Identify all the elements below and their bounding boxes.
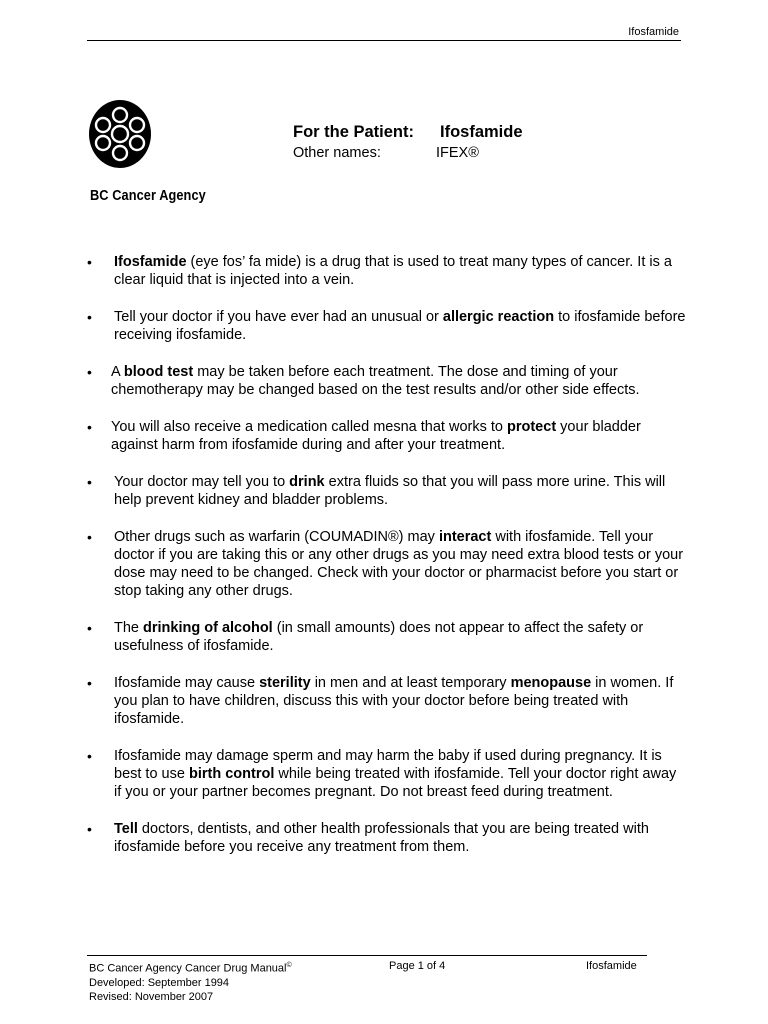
header-rule (87, 40, 681, 41)
other-names (293, 145, 479, 161)
footer-developed: Developed: September 1994 (89, 976, 230, 989)
other-names-value: IFEX® (436, 145, 479, 161)
footer-revised: Revised: November 2007 (89, 990, 214, 1003)
bullet-item: • A blood test may be taken before each treatment. The dose and timing of your chemotherapy may be changed based on the test results and/or other side effects. (87, 363, 687, 399)
bullet-item: • Your doctor may tell you to drink extra fluids so that you will pass more urine. This will help prevent kidney and bladder problems. (87, 473, 687, 509)
bullet-item: • You will also receive a medication called mesna that works to protect your bladder against harm from ifosfamide during and after your treatment. (87, 418, 687, 454)
bullet-item: • Ifosfamide may cause sterility in men and at least temporary menopause in women. If you plan to have children, discuss this with your doctor before being treated with ifosfamide. (87, 674, 687, 728)
header-drug-name: Ifosfamide (628, 26, 679, 38)
info-bullet-list (87, 253, 687, 875)
bullet-item: • Tell your doctor if you have ever had an unusual or allergic reaction to ifosfamide before receiving ifosfamide. (87, 308, 687, 344)
agency-name: BC Cancer Agency (90, 188, 206, 204)
agency-logo-icon (88, 99, 152, 169)
title-label: For the Patient: (293, 123, 415, 141)
bullet-item: • The drinking of alcohol (in small amounts) does not appear to affect the safety or usefulness of ifosfamide. (87, 619, 687, 655)
title-drug: Ifosfamide (440, 123, 523, 141)
footer-drug-name: Ifosfamide (586, 960, 637, 972)
bullet-item: • Other drugs such as warfarin (COUMADIN®) may interact with ifosfamide. Tell your doctor if you are taking this or any other drugs as you may need extra blood tests or your dose may need to be changed. Check with your doctor or pharmacist before you start or stop taking any other drugs. (87, 528, 687, 600)
other-names-label: Other names: (293, 145, 381, 161)
footer-page-number: Page 1 of 4 (389, 960, 446, 972)
footer-rule (87, 955, 647, 956)
document-title (293, 123, 523, 142)
footer-manual: BC Cancer Agency Cancer Drug Manual© (89, 962, 292, 975)
bullet-item: • Ifosfamide (eye fos’ fa mide) is a drug that is used to treat many types of cancer. It is a clear liquid that is injected into a vein. (87, 253, 687, 289)
bullet-item: • Tell doctors, dentists, and other health professionals that you are being treated with ifosfamide before you receive any treatment from them. (87, 820, 687, 856)
bullet-item: • Ifosfamide may damage sperm and may harm the baby if used during pregnancy. It is best to use birth control while being treated with ifosfamide. Tell your doctor right away if you or your partner becomes pregnant. Do not breast feed during treatment. (87, 747, 687, 801)
footer-left (89, 959, 292, 1004)
